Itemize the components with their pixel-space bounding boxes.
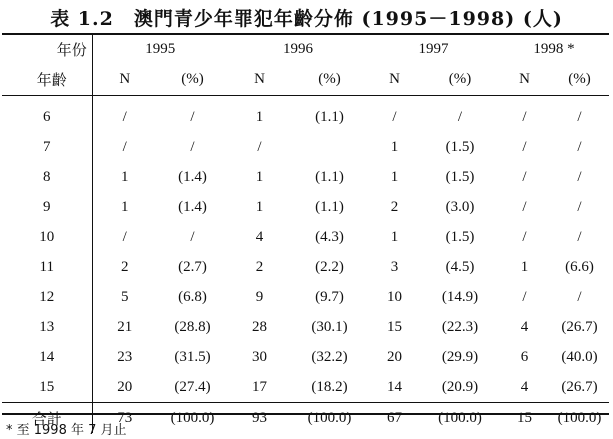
- data-table-frame: [2, 33, 609, 428]
- percent-cell: (30.1): [311, 318, 348, 335]
- total-count-cell: 15: [499, 403, 550, 434]
- percent-cell: (31.5): [174, 348, 211, 365]
- age-cell: 12: [2, 282, 92, 312]
- table-row: [2, 192, 609, 222]
- count-cell: /: [122, 138, 127, 155]
- year-header-1996: 1996: [283, 41, 313, 57]
- percent-cell: (4.5): [445, 258, 475, 275]
- age-cell: 7: [2, 132, 92, 162]
- year-header-1998: 1998 *: [533, 41, 575, 57]
- age-distribution-table: [2, 35, 609, 433]
- percent-cell: (2.2): [315, 258, 344, 275]
- percent-cell: /: [190, 228, 195, 245]
- age-cell: 10: [2, 222, 92, 252]
- percent-cell: (1.1): [315, 198, 344, 215]
- percent-cell: (26.7): [561, 378, 598, 395]
- count-cell: 5: [121, 288, 129, 305]
- count-cell: 21: [117, 318, 133, 335]
- percent-cell: (6.6): [565, 258, 594, 275]
- count-cell: 2: [255, 258, 264, 275]
- total-percent-cell: (100.0): [421, 403, 499, 434]
- percent-cell: /: [190, 108, 195, 125]
- subheader-n: N: [499, 64, 550, 96]
- subheader-pct: (%): [157, 64, 228, 96]
- table-row: [2, 132, 609, 162]
- count-cell: /: [522, 228, 527, 245]
- percent-cell: [291, 132, 368, 162]
- count-cell: /: [522, 168, 527, 185]
- percent-cell: /: [457, 108, 463, 125]
- percent-cell: (1.1): [315, 168, 344, 185]
- count-cell: 1: [390, 168, 399, 185]
- count-cell: 4: [520, 318, 529, 335]
- subheader-n: N: [228, 64, 291, 96]
- count-cell: 1: [255, 198, 264, 215]
- count-cell: 2: [121, 258, 129, 275]
- subheader-n: N: [368, 64, 421, 96]
- count-cell: 20: [387, 348, 402, 365]
- age-cell: 9: [2, 192, 92, 222]
- subheader-pct: (%): [291, 64, 368, 96]
- percent-cell: /: [190, 138, 195, 155]
- year-header-1995: 1995: [145, 41, 176, 57]
- table-row: [2, 342, 609, 372]
- total-label: 合計: [2, 403, 92, 434]
- age-cell: 11: [2, 252, 92, 282]
- percent-cell: (1.4): [178, 168, 207, 185]
- header-row-years: [2, 35, 609, 64]
- table-row: [2, 162, 609, 192]
- subheader-n: N: [92, 64, 157, 96]
- percent-cell: /: [577, 138, 582, 155]
- total-count-cell: 93: [228, 403, 291, 434]
- count-cell: 4: [520, 378, 529, 395]
- percent-cell: (18.2): [311, 378, 348, 395]
- count-cell: 14: [387, 378, 402, 395]
- count-cell: 1: [121, 168, 129, 185]
- percent-cell: (1.1): [315, 108, 344, 125]
- age-cell: 13: [2, 312, 92, 342]
- percent-cell: (1.5): [445, 168, 475, 185]
- count-cell: /: [257, 138, 262, 155]
- count-cell: 1: [390, 138, 399, 155]
- year-header-1997: 1997: [418, 41, 449, 57]
- table-body: [2, 35, 609, 433]
- table-row: [2, 312, 609, 342]
- percent-cell: /: [577, 108, 582, 125]
- total-percent-cell: (100.0): [291, 403, 368, 434]
- subheader-pct: (%): [421, 64, 499, 96]
- total-percent-cell: (100.0): [157, 403, 228, 434]
- percent-cell: (1.4): [178, 198, 207, 215]
- table-title: 表 1.2 澳門青少年罪犯年齡分佈 (1995－1998) (人): [50, 8, 563, 30]
- percent-cell: (4.3): [315, 228, 344, 245]
- count-cell: /: [522, 288, 527, 305]
- table-row: [2, 282, 609, 312]
- total-count-cell: 73: [92, 403, 157, 434]
- count-cell: 10: [387, 288, 402, 305]
- table-row: [2, 372, 609, 403]
- total-percent-cell: (100.0): [550, 403, 609, 434]
- percent-cell: (1.5): [445, 228, 475, 245]
- percent-cell: (1.5): [445, 138, 475, 155]
- age-cell: 8: [2, 162, 92, 192]
- count-cell: 1: [255, 108, 264, 125]
- count-cell: 1: [520, 258, 529, 275]
- count-cell: /: [522, 138, 527, 155]
- count-cell: 4: [255, 228, 264, 245]
- age-cell: 6: [2, 96, 92, 133]
- percent-cell: (14.9): [441, 288, 479, 305]
- count-cell: 3: [390, 258, 399, 275]
- count-cell: 6: [520, 348, 529, 365]
- age-cell: 15: [2, 372, 92, 403]
- percent-cell: (2.7): [178, 258, 207, 275]
- table-row: [2, 96, 609, 133]
- count-cell: 20: [117, 378, 133, 395]
- subheader-pct: (%): [550, 64, 609, 96]
- footnote: * 至 1998 年 7 月止: [6, 423, 127, 438]
- percent-cell: (28.8): [174, 318, 211, 335]
- percent-cell: (9.7): [315, 288, 344, 305]
- corner-age-label: 年齡: [2, 64, 92, 96]
- table-row: [2, 252, 609, 282]
- percent-cell: (32.2): [311, 348, 348, 365]
- percent-cell: (40.0): [561, 348, 598, 365]
- total-count-cell: 67: [368, 403, 421, 434]
- header-row-sub: [2, 64, 609, 96]
- count-cell: 23: [117, 348, 133, 365]
- percent-cell: (27.4): [174, 378, 211, 395]
- corner-year-label: 年份: [2, 35, 92, 64]
- percent-cell: (6.8): [178, 288, 207, 305]
- percent-cell: /: [577, 228, 582, 245]
- count-cell: /: [392, 108, 397, 125]
- percent-cell: (29.9): [441, 348, 479, 365]
- percent-cell: (3.0): [445, 198, 475, 215]
- count-cell: 1: [121, 198, 129, 215]
- count-cell: 30: [252, 348, 267, 365]
- count-cell: /: [122, 108, 127, 125]
- count-cell: 1: [255, 168, 264, 185]
- count-cell: 28: [252, 318, 267, 335]
- percent-cell: (26.7): [561, 318, 598, 335]
- percent-cell: (22.3): [441, 318, 479, 335]
- count-cell: /: [522, 108, 527, 125]
- table-row: [2, 222, 609, 252]
- percent-cell: /: [577, 288, 582, 305]
- count-cell: 9: [255, 288, 264, 305]
- age-cell: 14: [2, 342, 92, 372]
- count-cell: /: [522, 198, 527, 215]
- count-cell: /: [122, 228, 127, 245]
- percent-cell: /: [577, 198, 582, 215]
- percent-cell: /: [577, 168, 582, 185]
- count-cell: 2: [390, 198, 399, 215]
- count-cell: 17: [252, 378, 267, 395]
- count-cell: 1: [390, 228, 399, 245]
- count-cell: 15: [387, 318, 402, 335]
- percent-cell: (20.9): [441, 378, 479, 395]
